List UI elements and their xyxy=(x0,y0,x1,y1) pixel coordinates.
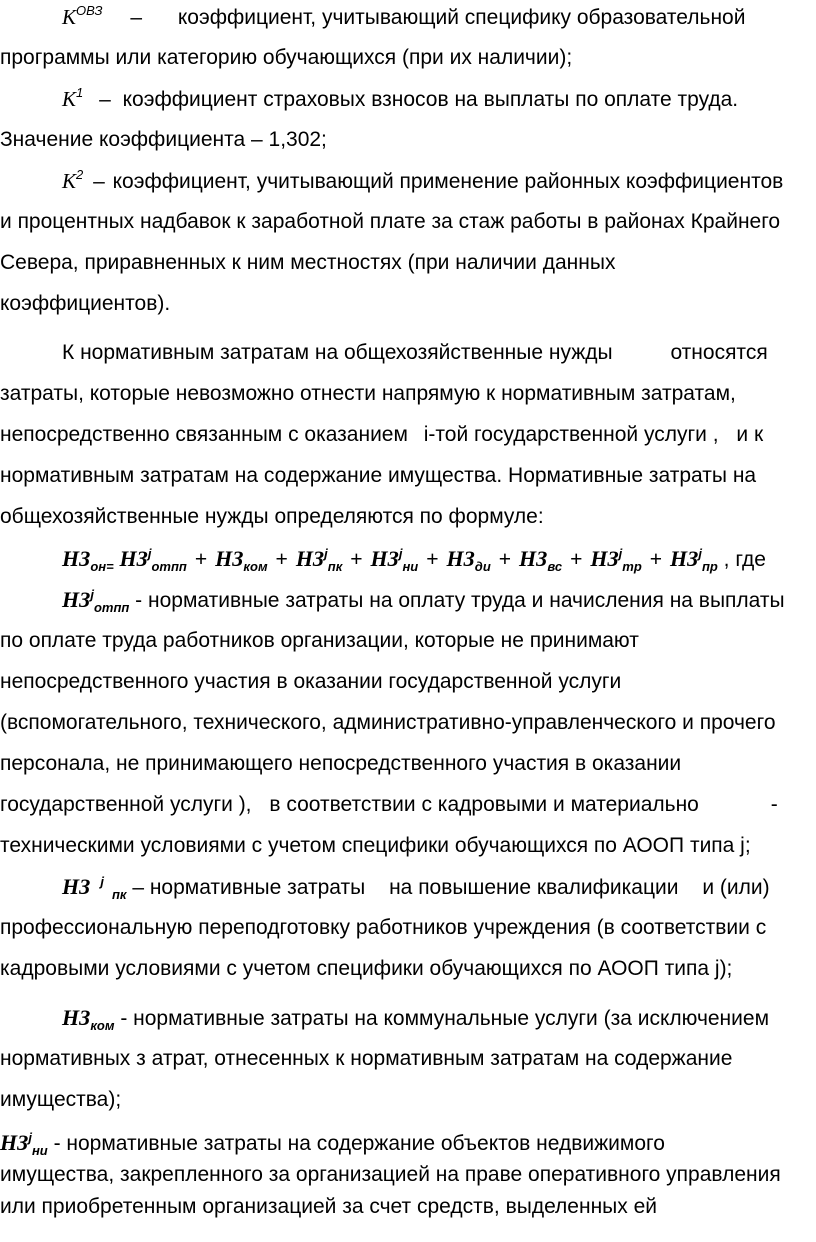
definition-k2 xyxy=(62,166,783,196)
formula-term: НЗ xyxy=(370,546,399,571)
text-part: - xyxy=(770,793,778,816)
formula-term: НЗ xyxy=(590,546,619,571)
def-sup: j xyxy=(100,874,104,889)
dash: – xyxy=(130,6,143,29)
def-sub: ком xyxy=(90,1018,115,1033)
symbol-k: K xyxy=(62,87,77,111)
text-line: нормативных з атрат, отнесенных к нормативным затратам на содержание xyxy=(0,1047,733,1070)
def-text: на повышение квалификации xyxy=(389,876,679,899)
def-text: и (или) xyxy=(702,876,770,899)
definition-k-ovz xyxy=(62,2,745,32)
definition-ni xyxy=(0,1128,665,1158)
superscript: 1 xyxy=(76,85,84,100)
formula-term: НЗ xyxy=(119,546,148,571)
text-line: и процентных надбавок к заработной плате за стаж работы в районах Крайнего xyxy=(0,210,781,233)
def-symbol: НЗ xyxy=(62,874,91,899)
formula xyxy=(62,544,766,574)
plus: + xyxy=(498,546,512,571)
text-line: программы или категорию обучающихся (при их наличии); xyxy=(0,46,573,69)
formula-term: НЗ xyxy=(519,546,548,571)
text-line: или приобретенным организацией за счет средств, выделенных ей xyxy=(0,1195,658,1218)
def-sub: отпп xyxy=(93,600,130,615)
definition-otpp xyxy=(62,585,785,615)
text-part: государственной услуги ), xyxy=(0,793,252,816)
text-part: в соответствии с кадровыми и материально xyxy=(269,793,699,816)
text-part: относятся xyxy=(670,341,768,364)
text-part: i-той государственной услуги , xyxy=(423,423,719,446)
text-line: профессиональную переподготовку работников учреждения (в соответствии с xyxy=(0,916,767,939)
plus: + xyxy=(649,546,663,571)
term-sub: вс xyxy=(547,559,563,574)
def-text: - нормативные затраты на оплату труда и начисления на выплаты xyxy=(135,589,785,612)
def-symbol: НЗ xyxy=(62,587,91,612)
term-sup: j xyxy=(398,546,403,561)
text: коэффициент страховых взносов на выплаты по оплате труда. xyxy=(122,88,739,111)
definition-pk xyxy=(62,872,770,902)
formula-term: НЗ xyxy=(446,546,475,571)
symbol-k: K xyxy=(62,5,77,29)
plus: + xyxy=(569,546,583,571)
def-sup: j xyxy=(90,587,94,602)
def-sup: j xyxy=(28,1130,32,1145)
term-sup: j xyxy=(147,546,152,561)
text: коэффициент, учитывающий специфику образовательной xyxy=(177,6,746,29)
plus: + xyxy=(426,546,439,571)
text-line: персонала, не принимающего непосредственного участия в оказании xyxy=(0,752,682,775)
formula-term: НЗ xyxy=(215,546,244,571)
text-line: Севера, приравненных к ним местностях (при наличии данных xyxy=(0,251,616,274)
text-part: непосредственно связанным с оказанием xyxy=(0,423,408,446)
text-line: затраты, которые невозможно отнести напрямую к нормативным затратам, xyxy=(0,382,736,405)
text-line: имущества); xyxy=(0,1088,122,1111)
text-part: и к xyxy=(736,423,764,446)
definition-kom xyxy=(62,1003,769,1033)
formula-lhs-sub: он= xyxy=(90,559,114,574)
formula-term: НЗ xyxy=(670,546,699,571)
term-sub: тр xyxy=(622,559,642,574)
def-sub: пк xyxy=(111,887,127,902)
text-line xyxy=(0,790,778,820)
text-line: нормативным затратам на содержание имущества. Нормативные затраты на xyxy=(0,464,757,487)
term-sup: j xyxy=(324,546,328,561)
term-sub: отпп xyxy=(151,559,187,574)
text-line xyxy=(0,420,763,450)
text-line: имущества, закрепленного за организацией на праве оперативного управления xyxy=(0,1163,781,1186)
definition-k1 xyxy=(62,84,738,114)
term-sub: ком xyxy=(243,559,268,574)
text-line: кадровыми условиями с учетом специфики обучающихся по АООП типа j); xyxy=(0,957,733,980)
formula-term: НЗ xyxy=(295,546,325,571)
term-sub: ди xyxy=(474,559,491,574)
term-sub: пк xyxy=(327,559,343,574)
term-sub: пр xyxy=(701,559,718,574)
text-line xyxy=(62,338,768,368)
text-line: непосредственного участия в оказании государственной услуги xyxy=(0,670,622,693)
plus: + xyxy=(194,546,208,571)
term-sub: ни xyxy=(402,559,419,574)
symbol-k: K xyxy=(62,169,77,193)
def-text: - нормативные затраты на содержание объектов недвижимого xyxy=(53,1132,665,1155)
text: коэффициент, учитывающий применение районных коэффициентов xyxy=(112,170,784,193)
dash: – xyxy=(93,170,105,193)
def-symbol: НЗ xyxy=(62,1005,91,1030)
superscript: 2 xyxy=(76,167,84,182)
formula-lhs: НЗ xyxy=(62,546,91,571)
text-line: общехозяйственные нужды определяются по формуле: xyxy=(0,505,544,528)
superscript: ОВЗ xyxy=(76,3,103,18)
plus: + xyxy=(350,546,363,571)
def-sub: ни xyxy=(31,1143,48,1158)
plus: + xyxy=(275,546,288,571)
term-sup: j xyxy=(698,546,702,561)
text-line: (вспомогательного, технического, административно-управленческого и прочего xyxy=(0,711,776,734)
text-line: коэффициентов). xyxy=(0,292,171,315)
formula-tail: , где xyxy=(723,548,766,571)
def-symbol: НЗ xyxy=(0,1130,29,1155)
text-line: техническими условиями с учетом специфики обучающихся по АООП типа j; xyxy=(0,834,751,857)
text-line: Значение коэффициента – 1,302; xyxy=(0,128,327,151)
dash: – xyxy=(99,88,111,111)
text-part: К нормативным затратам на общехозяйственные нужды xyxy=(62,341,613,364)
def-text: – нормативные затраты xyxy=(132,876,366,899)
def-text: - нормативные затраты на коммунальные услуги (за исключением xyxy=(120,1007,770,1030)
term-sup: j xyxy=(618,546,623,561)
text-line: по оплате труда работников организации, которые не принимают xyxy=(0,629,639,652)
